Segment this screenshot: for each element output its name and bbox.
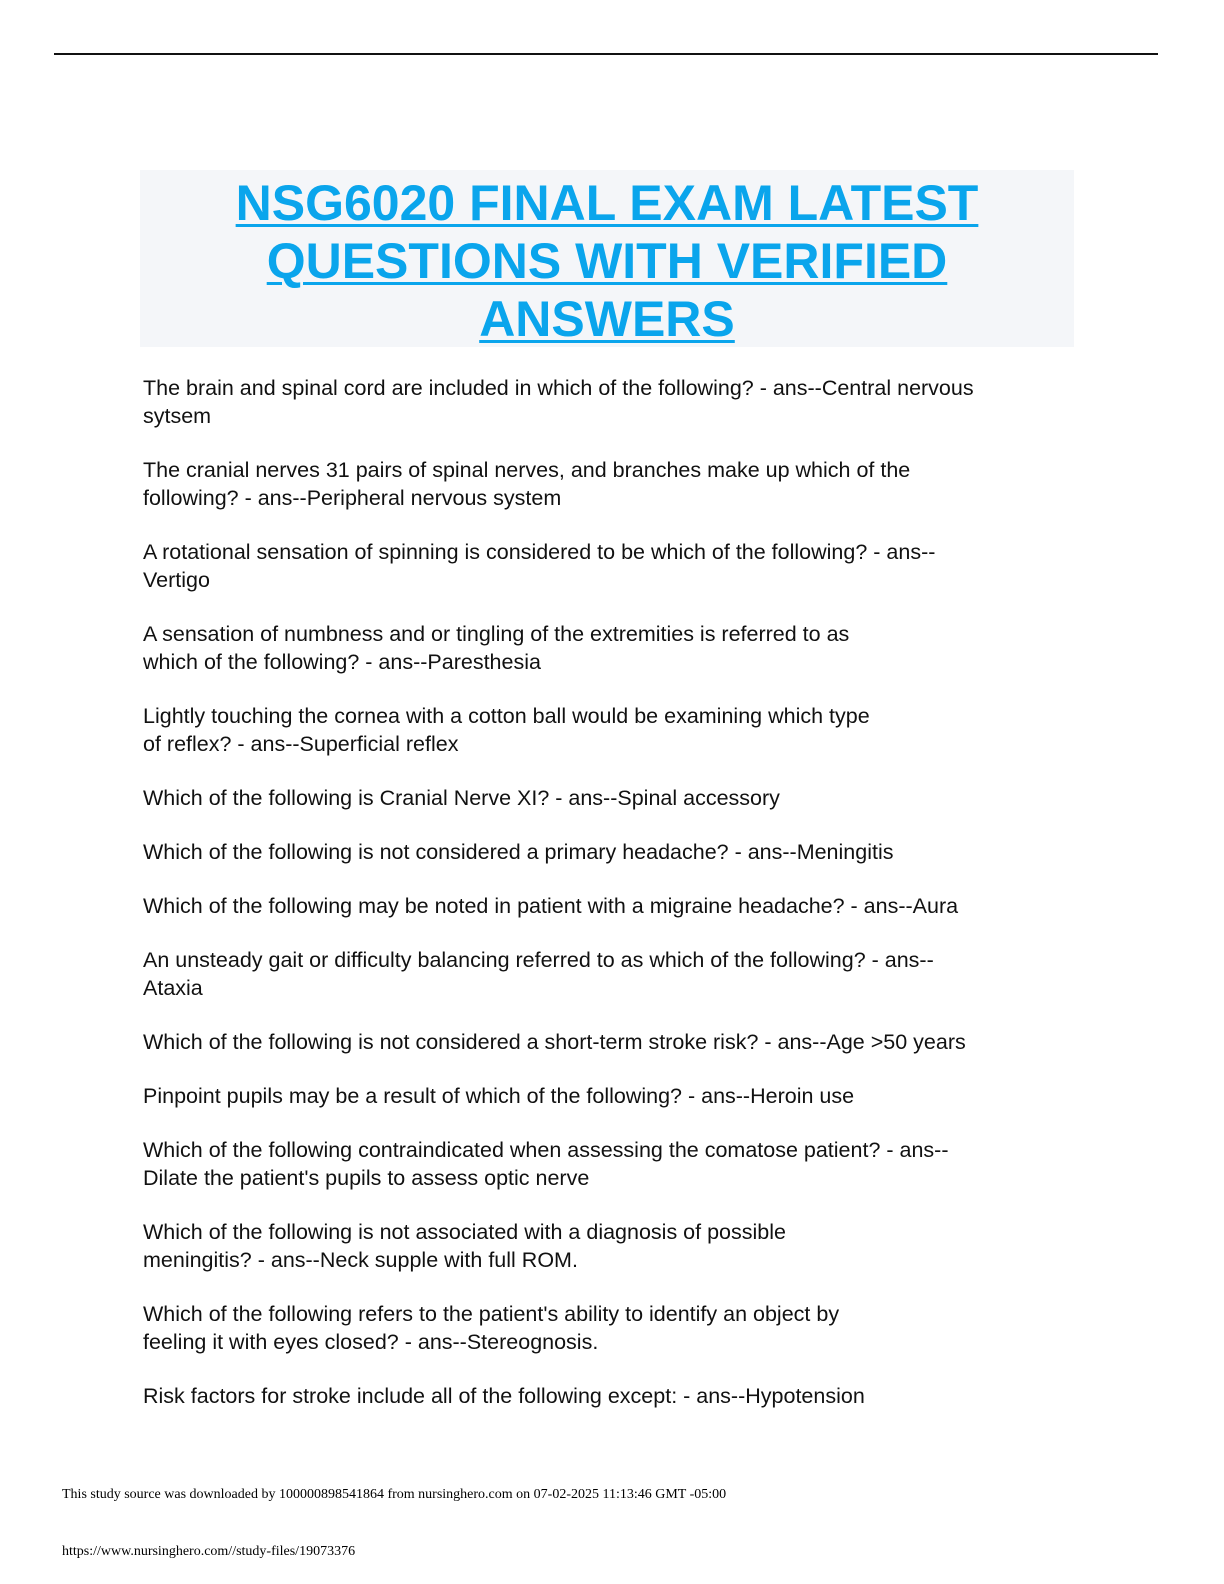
qa-text-line: following? - ans--Peripheral nervous system xyxy=(143,486,562,510)
qa-item xyxy=(143,892,1083,920)
qa-text-line: Which of the following may be noted in patient with a migraine headache? - ans--Aura xyxy=(143,894,959,918)
title-banner xyxy=(140,170,1074,347)
qa-text-line: Which of the following refers to the patient's ability to identify an object by xyxy=(143,1302,840,1326)
qa-item xyxy=(143,702,1083,758)
qa-text-line: Vertigo xyxy=(143,568,210,592)
title-line-2: QUESTIONS WITH VERIFIED xyxy=(266,233,948,289)
qa-item xyxy=(143,1218,1083,1274)
qa-text-line: Ataxia xyxy=(143,976,203,1000)
qa-item xyxy=(143,838,1083,866)
title-line-1: NSG6020 FINAL EXAM LATEST xyxy=(235,175,979,231)
qa-text-line: The cranial nerves 31 pairs of spinal nerves, and branches make up which of the xyxy=(143,458,911,482)
qa-text-line: feeling it with eyes closed? - ans--Stereognosis. xyxy=(143,1330,599,1354)
qa-item xyxy=(143,1136,1083,1192)
qa-text-line: meningitis? - ans--Neck supple with full ROM. xyxy=(143,1248,578,1272)
qa-item xyxy=(143,1300,1083,1356)
qa-item xyxy=(143,456,1083,512)
qa-text-line: A rotational sensation of spinning is considered to be which of the following? - ans-- xyxy=(143,540,936,564)
qa-text-line: A sensation of numbness and or tingling of the extremities is referred to as xyxy=(143,622,850,646)
qa-item xyxy=(143,1082,1083,1110)
qa-text-line: Risk factors for stroke include all of the following except: - ans--Hypotension xyxy=(143,1384,865,1408)
title-line-3: ANSWERS xyxy=(479,291,735,347)
qa-text-line: Which of the following is not associated with a diagnosis of possible xyxy=(143,1220,786,1244)
qa-text-line: Which of the following is not considered a short-term stroke risk? - ans--Age >50 years xyxy=(143,1030,966,1054)
qa-text-line: Which of the following is Cranial Nerve XI? - ans--Spinal accessory xyxy=(143,786,780,810)
qa-item xyxy=(143,538,1083,594)
qa-item xyxy=(143,374,1083,430)
qa-item xyxy=(143,1382,1083,1410)
qa-text-line: Which of the following contraindicated when assessing the comatose patient? - ans-- xyxy=(143,1138,949,1162)
download-source-note: This study source was downloaded by 100000898541864 from nursinghero.com on 07-02-2025 11:13:46 GMT -05:00 xyxy=(62,1487,727,1502)
qa-item xyxy=(143,620,1083,676)
qa-text-line: The brain and spinal cord are included in which of the following? - ans--Central nervous xyxy=(143,376,974,400)
qa-text-line: of reflex? - ans--Superficial reflex xyxy=(143,732,459,756)
qa-text-line: Which of the following is not considered a primary headache? - ans--Meningitis xyxy=(143,840,894,864)
top-rule xyxy=(54,53,1158,55)
qa-text-line: Dilate the patient's pupils to assess optic nerve xyxy=(143,1166,590,1190)
qa-text-line: which of the following? - ans--Paresthesia xyxy=(143,650,541,674)
qa-item xyxy=(143,1028,1083,1056)
qa-text-line: Lightly touching the cornea with a cotton ball would be examining which type xyxy=(143,704,870,728)
qa-text-line: Pinpoint pupils may be a result of which of the following? - ans--Heroin use xyxy=(143,1084,855,1108)
question-answer-list xyxy=(143,374,1083,1436)
source-url: https://www.nursinghero.com//study-files/19073376 xyxy=(62,1544,356,1559)
qa-text-line: An unsteady gait or difficulty balancing referred to as which of the following? - ans-- xyxy=(143,948,934,972)
qa-item xyxy=(143,946,1083,1002)
qa-text-line: sytsem xyxy=(143,404,212,428)
qa-item xyxy=(143,784,1083,812)
